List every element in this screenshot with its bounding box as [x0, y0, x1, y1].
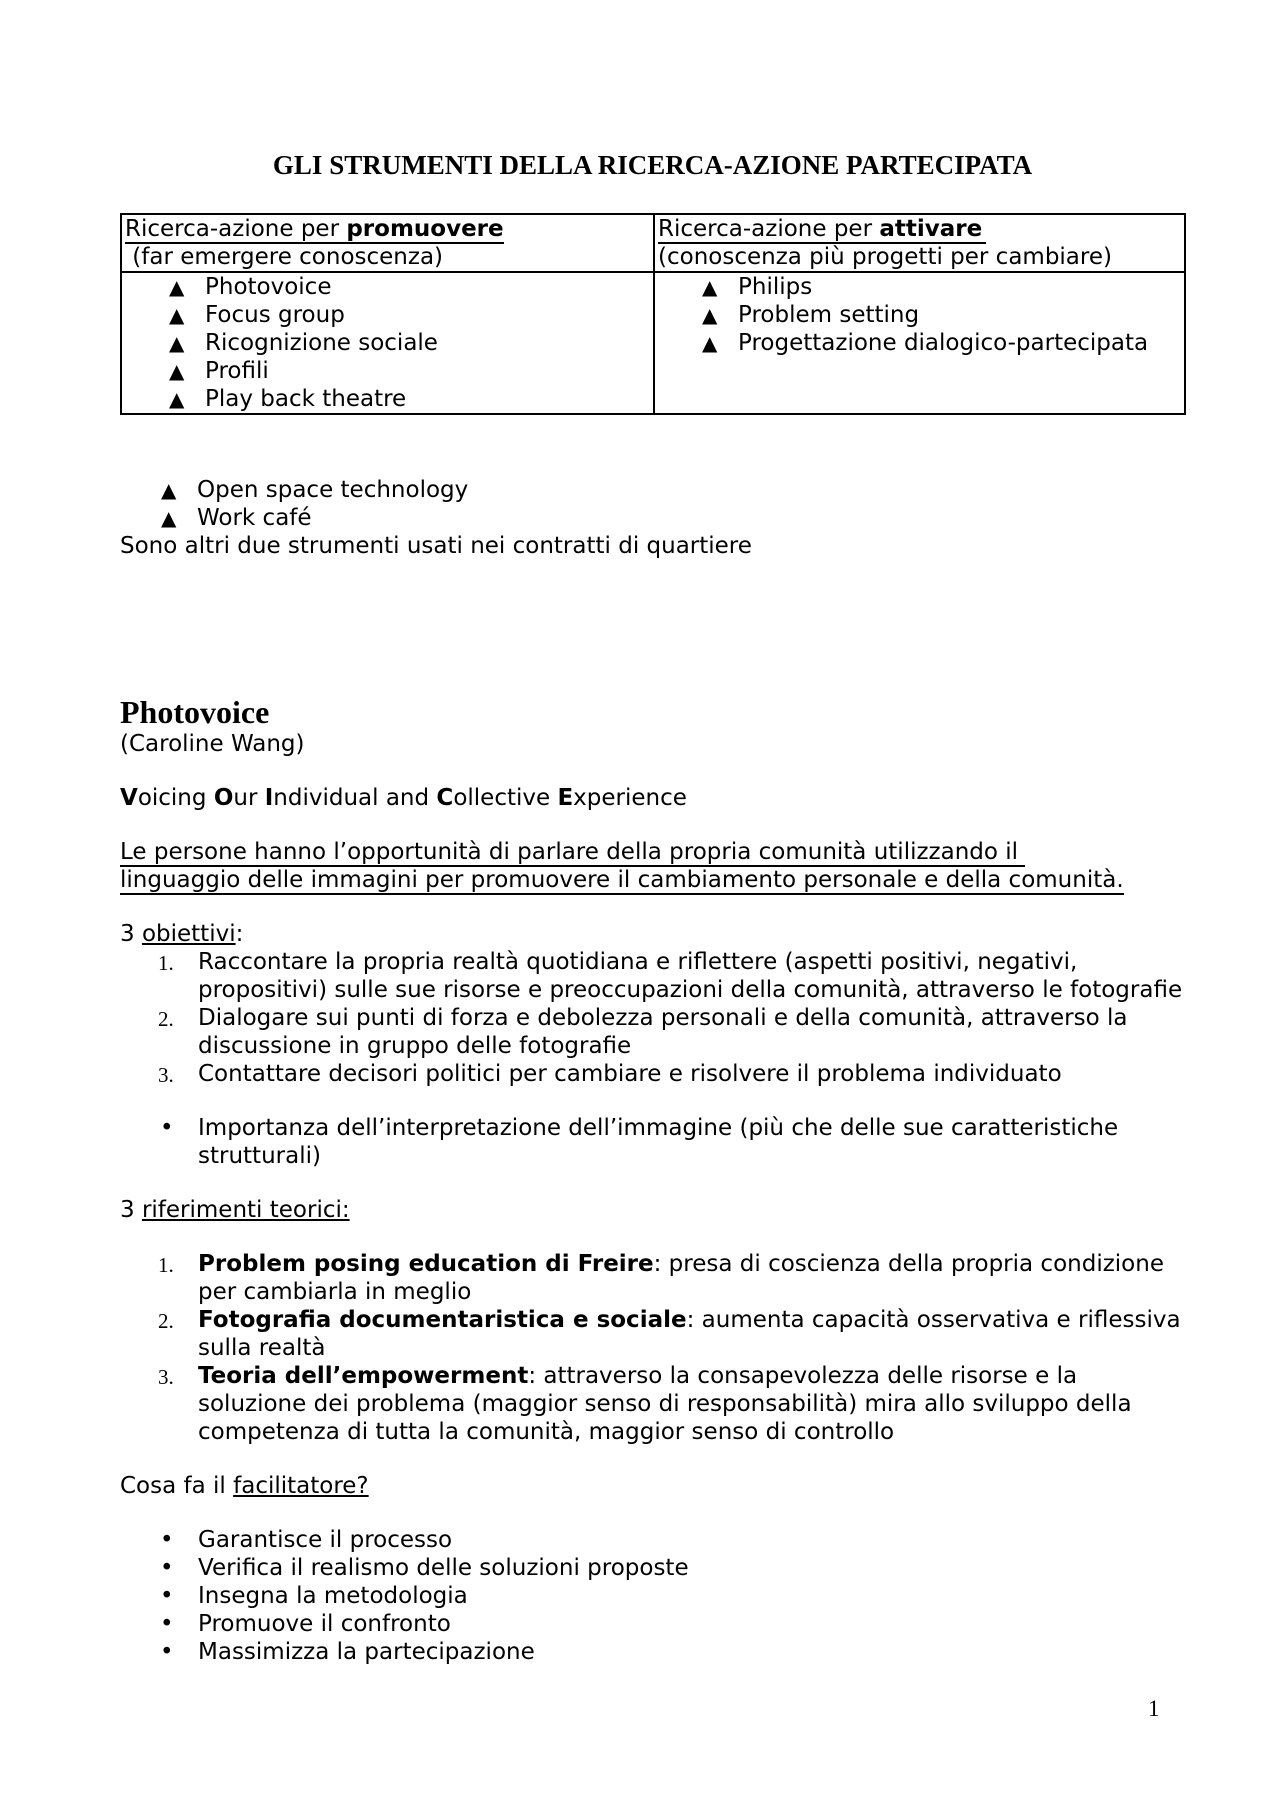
list-item: 1. Raccontare la propria realtà quotidiana e riflettere (aspetti positivi, negativi, propositivi) sulle sue risorse e preoccupazioni della comunità, attraverso le fotografie	[158, 949, 1183, 1003]
triangle-bullet-icon: ▲	[169, 359, 185, 383]
list-item: ▲ Philips	[702, 274, 813, 300]
attivare-tool-list	[658, 273, 1184, 357]
page-number: 1	[1148, 1696, 1160, 1721]
triangle-bullet-icon: ▲	[169, 331, 185, 355]
page-title: GLI STRUMENTI DELLA RICERCA-AZIONE PARTECIPATA	[272, 150, 1033, 180]
list-item: ▲ Profili	[169, 358, 269, 384]
list-item: ▲ Problem setting	[702, 302, 920, 328]
list-item: • Promuove il confronto	[160, 1611, 451, 1637]
statement-line-2: linguaggio delle immagini per promuovere il cambiamento personale e della comunità.	[120, 867, 1124, 893]
theory-heading: 3 riferimenti teorici:	[120, 1197, 350, 1223]
promuovere-tool-list	[125, 273, 653, 413]
list-item: 1. Problem posing education di Freire: presa di coscienza della propria condizione per cambiarla in meglio	[158, 1251, 1164, 1305]
header-promuovere-sub: (far emergere conoscenza)	[125, 244, 444, 270]
header-promuovere-underlined: Ricerca-azione per promuovere	[125, 216, 504, 242]
extra-tools-section	[120, 476, 1185, 560]
list-item: 2. Dialogare sui punti di forza e debolezza personali e della comunità, attraverso la discussione in gruppo delle fotografie	[158, 1005, 1128, 1059]
facilitator-list	[120, 1526, 1185, 1666]
photovoice-section	[120, 694, 1185, 1666]
cell-attivare-tools	[654, 272, 1185, 414]
list-item: ▲ Open space technology	[161, 477, 469, 503]
objectives-list	[120, 948, 1185, 1088]
bullet-dot-icon: •	[160, 1639, 174, 1665]
header-cell-attivare	[654, 214, 1185, 272]
bullet-dot-icon: •	[160, 1611, 174, 1637]
triangle-bullet-icon: ▲	[169, 303, 185, 327]
header-cell-promuovere	[121, 214, 654, 272]
theory-list	[120, 1250, 1185, 1446]
objectives-heading: 3 obiettivi:	[120, 921, 244, 947]
header-attivare-sub: (conoscenza più progetti per cambiare)	[658, 244, 1112, 270]
header-attivare-underlined: Ricerca-azione per attivare	[658, 216, 986, 244]
bullet-dot-icon: •	[160, 1115, 174, 1141]
list-item: • Importanza dell’interpretazione dell’immagine (più che delle sue caratteristiche strutturali)	[160, 1115, 1119, 1169]
header-attivare-bold: attivare	[879, 216, 983, 242]
bullet-dot-icon: •	[160, 1555, 174, 1581]
triangle-bullet-icon: ▲	[169, 275, 185, 299]
extra-tools-list	[117, 476, 1185, 532]
list-item: 2. Fotografia documentaristica e sociale: aumenta capacità osservativa e riflessiva sulla realtà	[158, 1307, 1181, 1361]
list-item: ▲ Play back theatre	[169, 386, 407, 412]
list-item: • Massimizza la partecipazione	[160, 1639, 535, 1665]
extra-tools-note: Sono altri due strumenti usati nei contratti di quartiere	[120, 533, 752, 559]
list-item: 3. Teoria dell’empowerment: attraverso la consapevolezza delle risorse e la soluzione dei problema (maggior senso di responsabilità) mira allo sviluppo della competenza di tutta la comunità, maggior senso di controllo	[158, 1363, 1132, 1445]
facilitator-heading: Cosa fa il facilitatore?	[120, 1473, 369, 1499]
triangle-bullet-icon: ▲	[702, 275, 718, 299]
list-item: ▲ Focus group	[169, 302, 345, 328]
bullet-dot-icon: •	[160, 1527, 174, 1553]
bullet-dot-icon: •	[160, 1583, 174, 1609]
list-item: ▲ Photovoice	[169, 274, 332, 300]
photovoice-author: (Caroline Wang)	[120, 731, 305, 757]
list-item: • Garantisce il processo	[160, 1527, 453, 1553]
triangle-bullet-icon: ▲	[169, 387, 185, 411]
header-promuovere-bold: promuovere	[346, 216, 504, 242]
triangle-bullet-icon: ▲	[702, 331, 718, 355]
triangle-bullet-icon: ▲	[161, 506, 177, 530]
list-item: ▲ Progettazione dialogico-partecipata	[702, 330, 1149, 356]
photovoice-acronym: Voicing Our Individual and Collective Experience	[120, 785, 687, 811]
table-header-row	[121, 214, 1185, 272]
photovoice-statement	[120, 838, 1185, 894]
triangle-bullet-icon: ▲	[161, 478, 177, 502]
list-item: • Verifica il realismo delle soluzioni proposte	[160, 1555, 689, 1581]
list-item: 3. Contattare decisori politici per cambiare e risolvere il problema individuato	[158, 1061, 1062, 1087]
cell-promuovere-tools	[121, 272, 654, 414]
list-item: ▲ Ricognizione sociale	[169, 330, 438, 356]
photovoice-heading: Photovoice	[120, 694, 270, 730]
list-item: ▲ Work café	[161, 505, 312, 531]
interpretation-list	[120, 1114, 1185, 1170]
triangle-bullet-icon: ▲	[702, 303, 718, 327]
table-body-row	[121, 272, 1185, 414]
statement-line-1: Le persone hanno l’opportunità di parlare della propria comunità utilizzando il	[120, 839, 1026, 865]
list-item: • Insegna la metodologia	[160, 1583, 468, 1609]
tools-table	[120, 213, 1186, 415]
